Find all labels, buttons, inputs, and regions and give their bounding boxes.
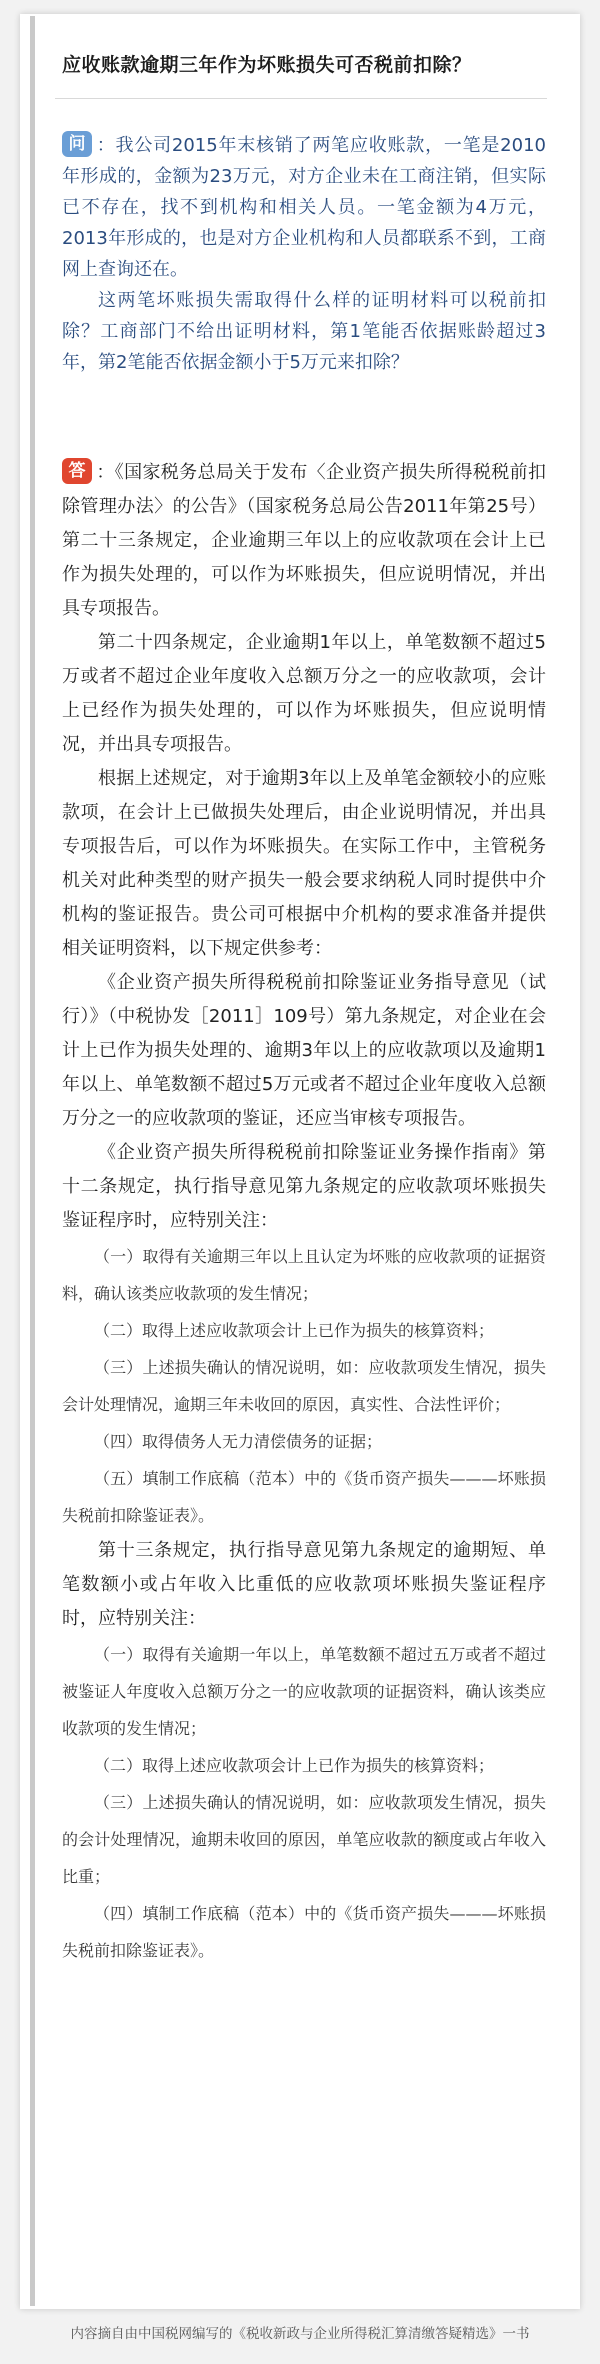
list-item: （一）取得有关逾期一年以上，单笔数额不超过五万或者不超过被鉴证人年度收入总额万分之一的应收款项的证据资料，确认该类应收款项的发生情况； — [62, 1645, 546, 1738]
list-item: （一）取得有关逾期三年以上且认定为坏账的应收款项的证据资料，确认该类应收款项的发生情况； — [62, 1247, 546, 1303]
answer-paragraph-3: 根据上述规定，对于逾期3年以上及单笔金额较小的应账款项，在会计上已做损失处理后，由企业说明情况，并出具专项报告后，可以作为坏账损失。在实际工作中，主管税务机关对此种类型的财产损失一般会要求纳税人同时提供中介机构的鉴证报告。贵公司可根据中介机构的要求准备并提供相关证明资料，以下规定供参考： — [62, 768, 546, 959]
article-title: 应收账款逾期三年作为坏账损失可否税前扣除？ — [62, 54, 472, 76]
source-footer: 内容摘自由中国税网编写的《税收新政与企业所得税汇算清缴答疑精选》一书 — [70, 2326, 530, 2342]
list-item: （三）上述损失确认的情况说明，如：应收款项发生情况，损失的会计处理情况，逾期未收回的原因，单笔应收款的额度或占年收入比重； — [62, 1793, 546, 1886]
list-item: （二）取得上述应收款项会计上已作为损失的核算资料； — [94, 1756, 495, 1775]
answer-paragraph-6: 第十三条规定，执行指导意见第九条规定的逾期短、单笔数额小或占年收入比重低的应收款项坏账损失鉴证程序时，应特别关注： — [62, 1540, 546, 1629]
list-item: （五）填制工作底稿（范本）中的《货币资产损失———坏账损失税前扣除鉴证表》。 — [62, 1469, 546, 1525]
answer-paragraph-5: 《企业资产损失所得税税前扣除鉴证业务操作指南》第十二条规定，执行指导意见第九条规定的应收款项坏账损失鉴证程序时，应特别关注： — [62, 1142, 546, 1231]
list-item: （三）上述损失确认的情况说明，如：应收款项发生情况，损失会计处理情况，逾期三年未收回的原因，真实性、合法性评价； — [62, 1358, 546, 1414]
question-paragraph-2: 这两笔坏账损失需取得什么样的证明材料可以税前扣除？工商部门不给出证明材料，第1笔能否依据账龄超过3年，第2笔能否依据金额小于5万元来扣除？ — [62, 290, 546, 373]
answer-paragraph-4: 《企业资产损失所得税税前扣除鉴证业务指导意见（试行）》（中税协发［2011］109号）第九条规定，对企业在会计上已作为损失处理的、逾期3年以上的应收款项以及逾期1年以上、单笔数额不超过5万元或者不超过企业年度收入总额万分之一的应收款项的鉴证，还应当审核专项报告。 — [62, 972, 546, 1129]
answer-badge: 答 — [62, 458, 92, 484]
answer-paragraph-2: 第二十四条规定，企业逾期1年以上，单笔数额不超过5万或者不超过企业年度收入总额万分之一的应收款项，会计上已经作为损失处理的，可以作为坏账损失，但应说明情况，并出具专项报告。 — [62, 632, 546, 755]
title-divider — [55, 98, 547, 99]
list-item: （四）填制工作底稿（范本）中的《货币资产损失———坏账损失税前扣除鉴证表》。 — [62, 1904, 546, 1960]
left-binding-strip — [30, 16, 35, 2306]
answer-block — [62, 456, 546, 1969]
question-block — [62, 130, 546, 378]
list-item: （四）取得债务人无力清偿债务的证据； — [94, 1432, 383, 1451]
answer-paragraph-1: 答 ：《国家税务总局关于发布〈企业资产损失所得税税前扣除管理办法〉的公告》（国家税务总局公告2011年第25号）第二十三条规定，企业逾期三年以上的应收款项在会计上已作为损失处理的，可以作为坏账损失，但应说明情况，并出具专项报告。 — [62, 456, 546, 626]
question-paragraph-1: 问 ：我公司2015年末核销了两笔应收账款，一笔是2010年形成的，金额为23万元，对方企业未在工商注销，但实际已不存在，找不到机构和相关人员。一笔金额为4万元，2013年形成的，也是对方企业机构和人员都联系不到，工商网上查询还在。 — [62, 130, 546, 285]
list-item: （二）取得上述应收款项会计上已作为损失的核算资料； — [94, 1321, 495, 1340]
question-badge: 问 — [62, 131, 92, 157]
